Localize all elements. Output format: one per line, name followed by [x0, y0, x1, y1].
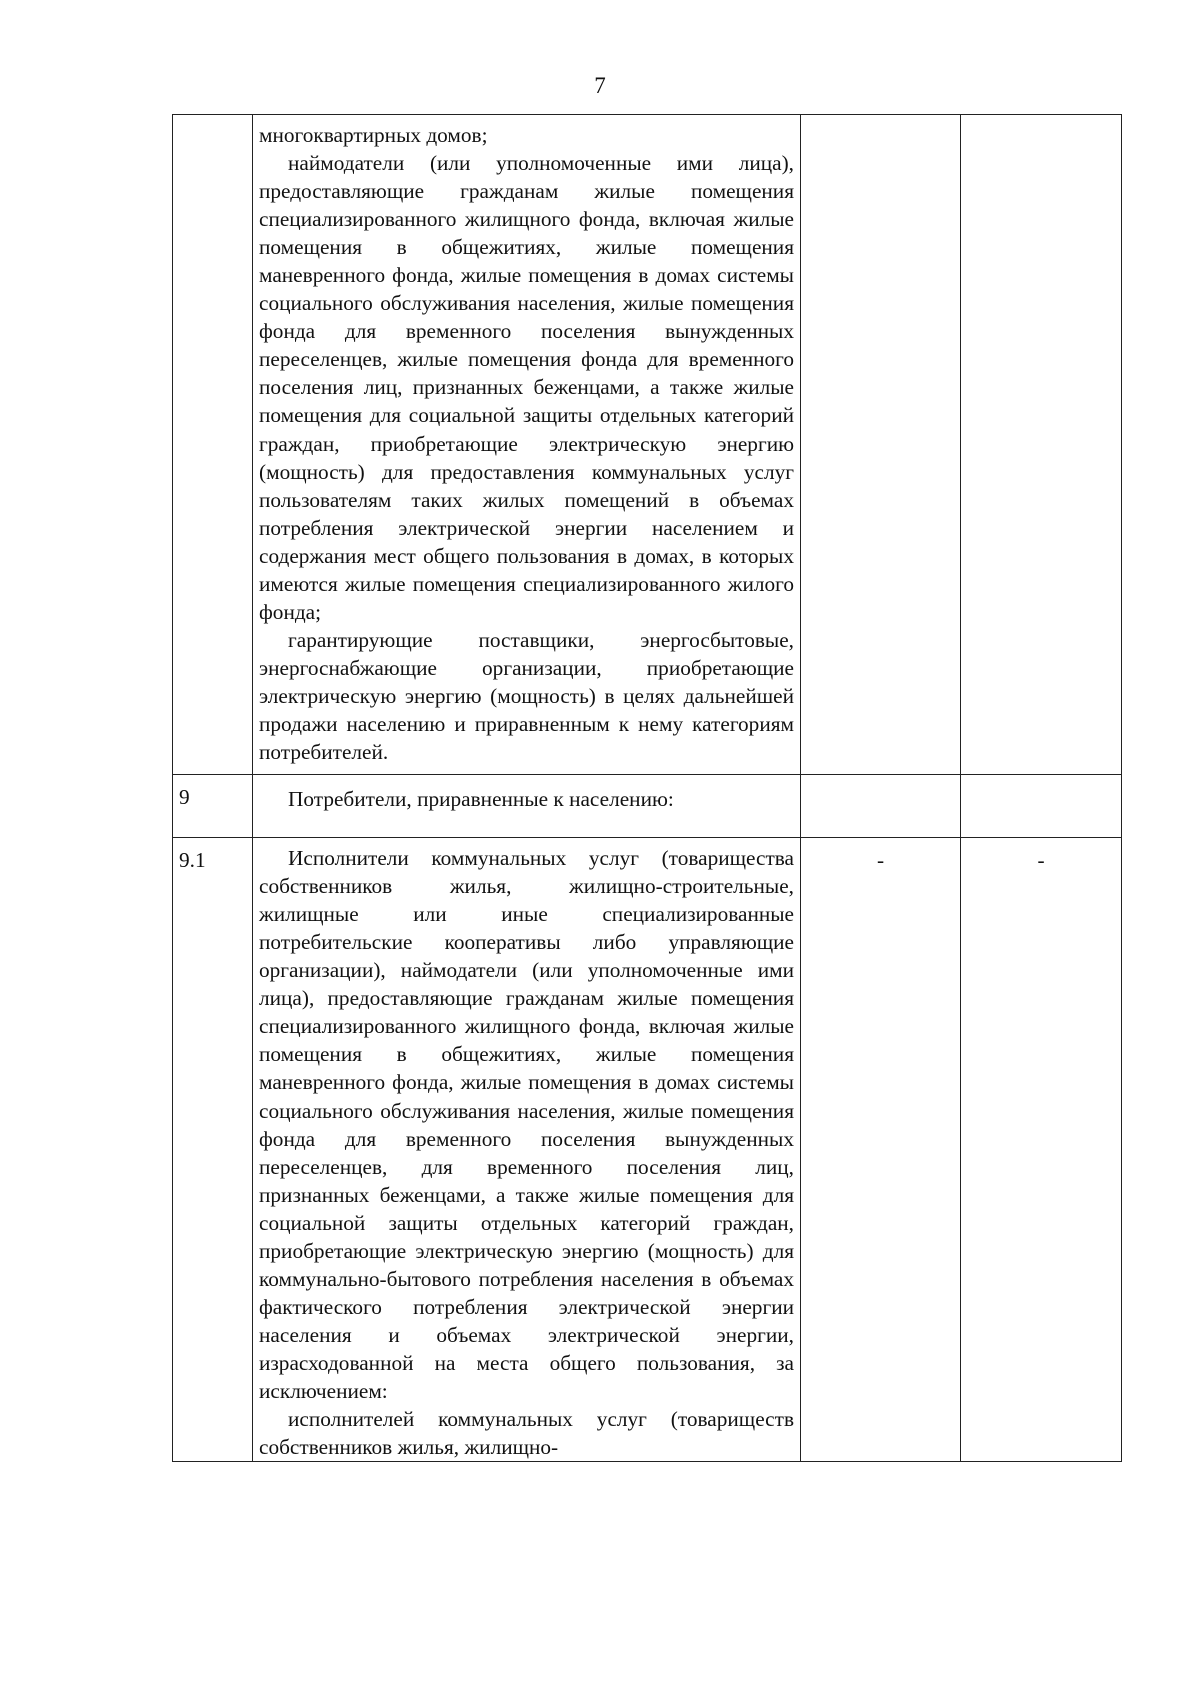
row-value-cell-1	[801, 115, 961, 775]
row-number-cell	[173, 115, 253, 775]
description-paragraph: гарантирующие поставщики, энергосбытовые, энергоснабжающие организации, приобретающие электрическую энергию (мощность) в целях дальнейшей продажи населению и приравненным к нему категориям потребителей.	[259, 627, 794, 765]
description-paragraph: Потребители, приравненные к населению:	[288, 787, 674, 812]
description-paragraph: наймодатели (или уполномоченные ими лица), предоставляющие гражданам жилые помещения специализированного жилищного фонда, включая жилые помещения в общежитиях, жилые помещения маневренного фонда, жилые помещения в домах системы социального обслуживания населения, жилые помещения фонда для временного поселения вынужденных переселенцев, жилые помещения фонда для временного поселения лиц, признанных беженцами, а также жилые помещения для социальной защиты отдельных категорий граждан, приобретающие электрическую энергию (мощность) для предоставления коммунальных услуг пользователям таких жилых помещений в объемах потребления электрической энергии населением и содержания мест общего пользования в домах, в которых имеются жилые помещения специализированного жилого фонда;	[259, 151, 794, 624]
row-value-cell-1: -	[801, 838, 961, 1462]
description-paragraph: многоквартирных домов;	[259, 123, 488, 147]
row-value-cell-2: -	[961, 838, 1122, 1462]
row-value-cell-2	[961, 115, 1122, 775]
description-paragraph: Исполнители коммунальных услуг (товарищества собственников жилья, жилищно-строительные, жилищные или иные специализированные потребительские кооперативы либо управляющие организации), наймодатели (или уполномоченные ими лица), предоставляющие гражданам жилые помещения специализированного жилищного фонда, включая жилые помещения в общежитиях, жилые помещения маневренного фонда, жилые помещения в домах системы социального обслуживания населения, жилые помещения фонда для временного поселения вынужденных переселенцев, для временного поселения лиц, признанных беженцами, а также жилые помещения для социальной защиты отдельных категорий граждан, приобретающие электрическую энергию (мощность) для коммунально-бытового потребления населения в объемах фактического потребления электрической энергии населения и объемах электрической энергии, израсходованной на места общего пользования, за исключением:	[259, 846, 794, 1403]
tariff-table	[172, 114, 1122, 1462]
page-number: 7	[594, 73, 606, 98]
row-description-cell	[253, 838, 801, 1462]
row-description-cell	[253, 775, 801, 838]
row-value-cell-1	[801, 775, 961, 838]
table-row	[173, 838, 1122, 1462]
row-value-cell-2	[961, 775, 1122, 838]
description-paragraph: исполнителей коммунальных услуг (товариществ собственников жилья, жилищно-	[259, 1407, 794, 1460]
row-number-cell: 9.1	[173, 838, 253, 1462]
row-number-cell: 9	[173, 775, 253, 838]
table-row	[173, 775, 1122, 838]
table-row	[173, 115, 1122, 775]
row-description-cell	[253, 115, 801, 775]
